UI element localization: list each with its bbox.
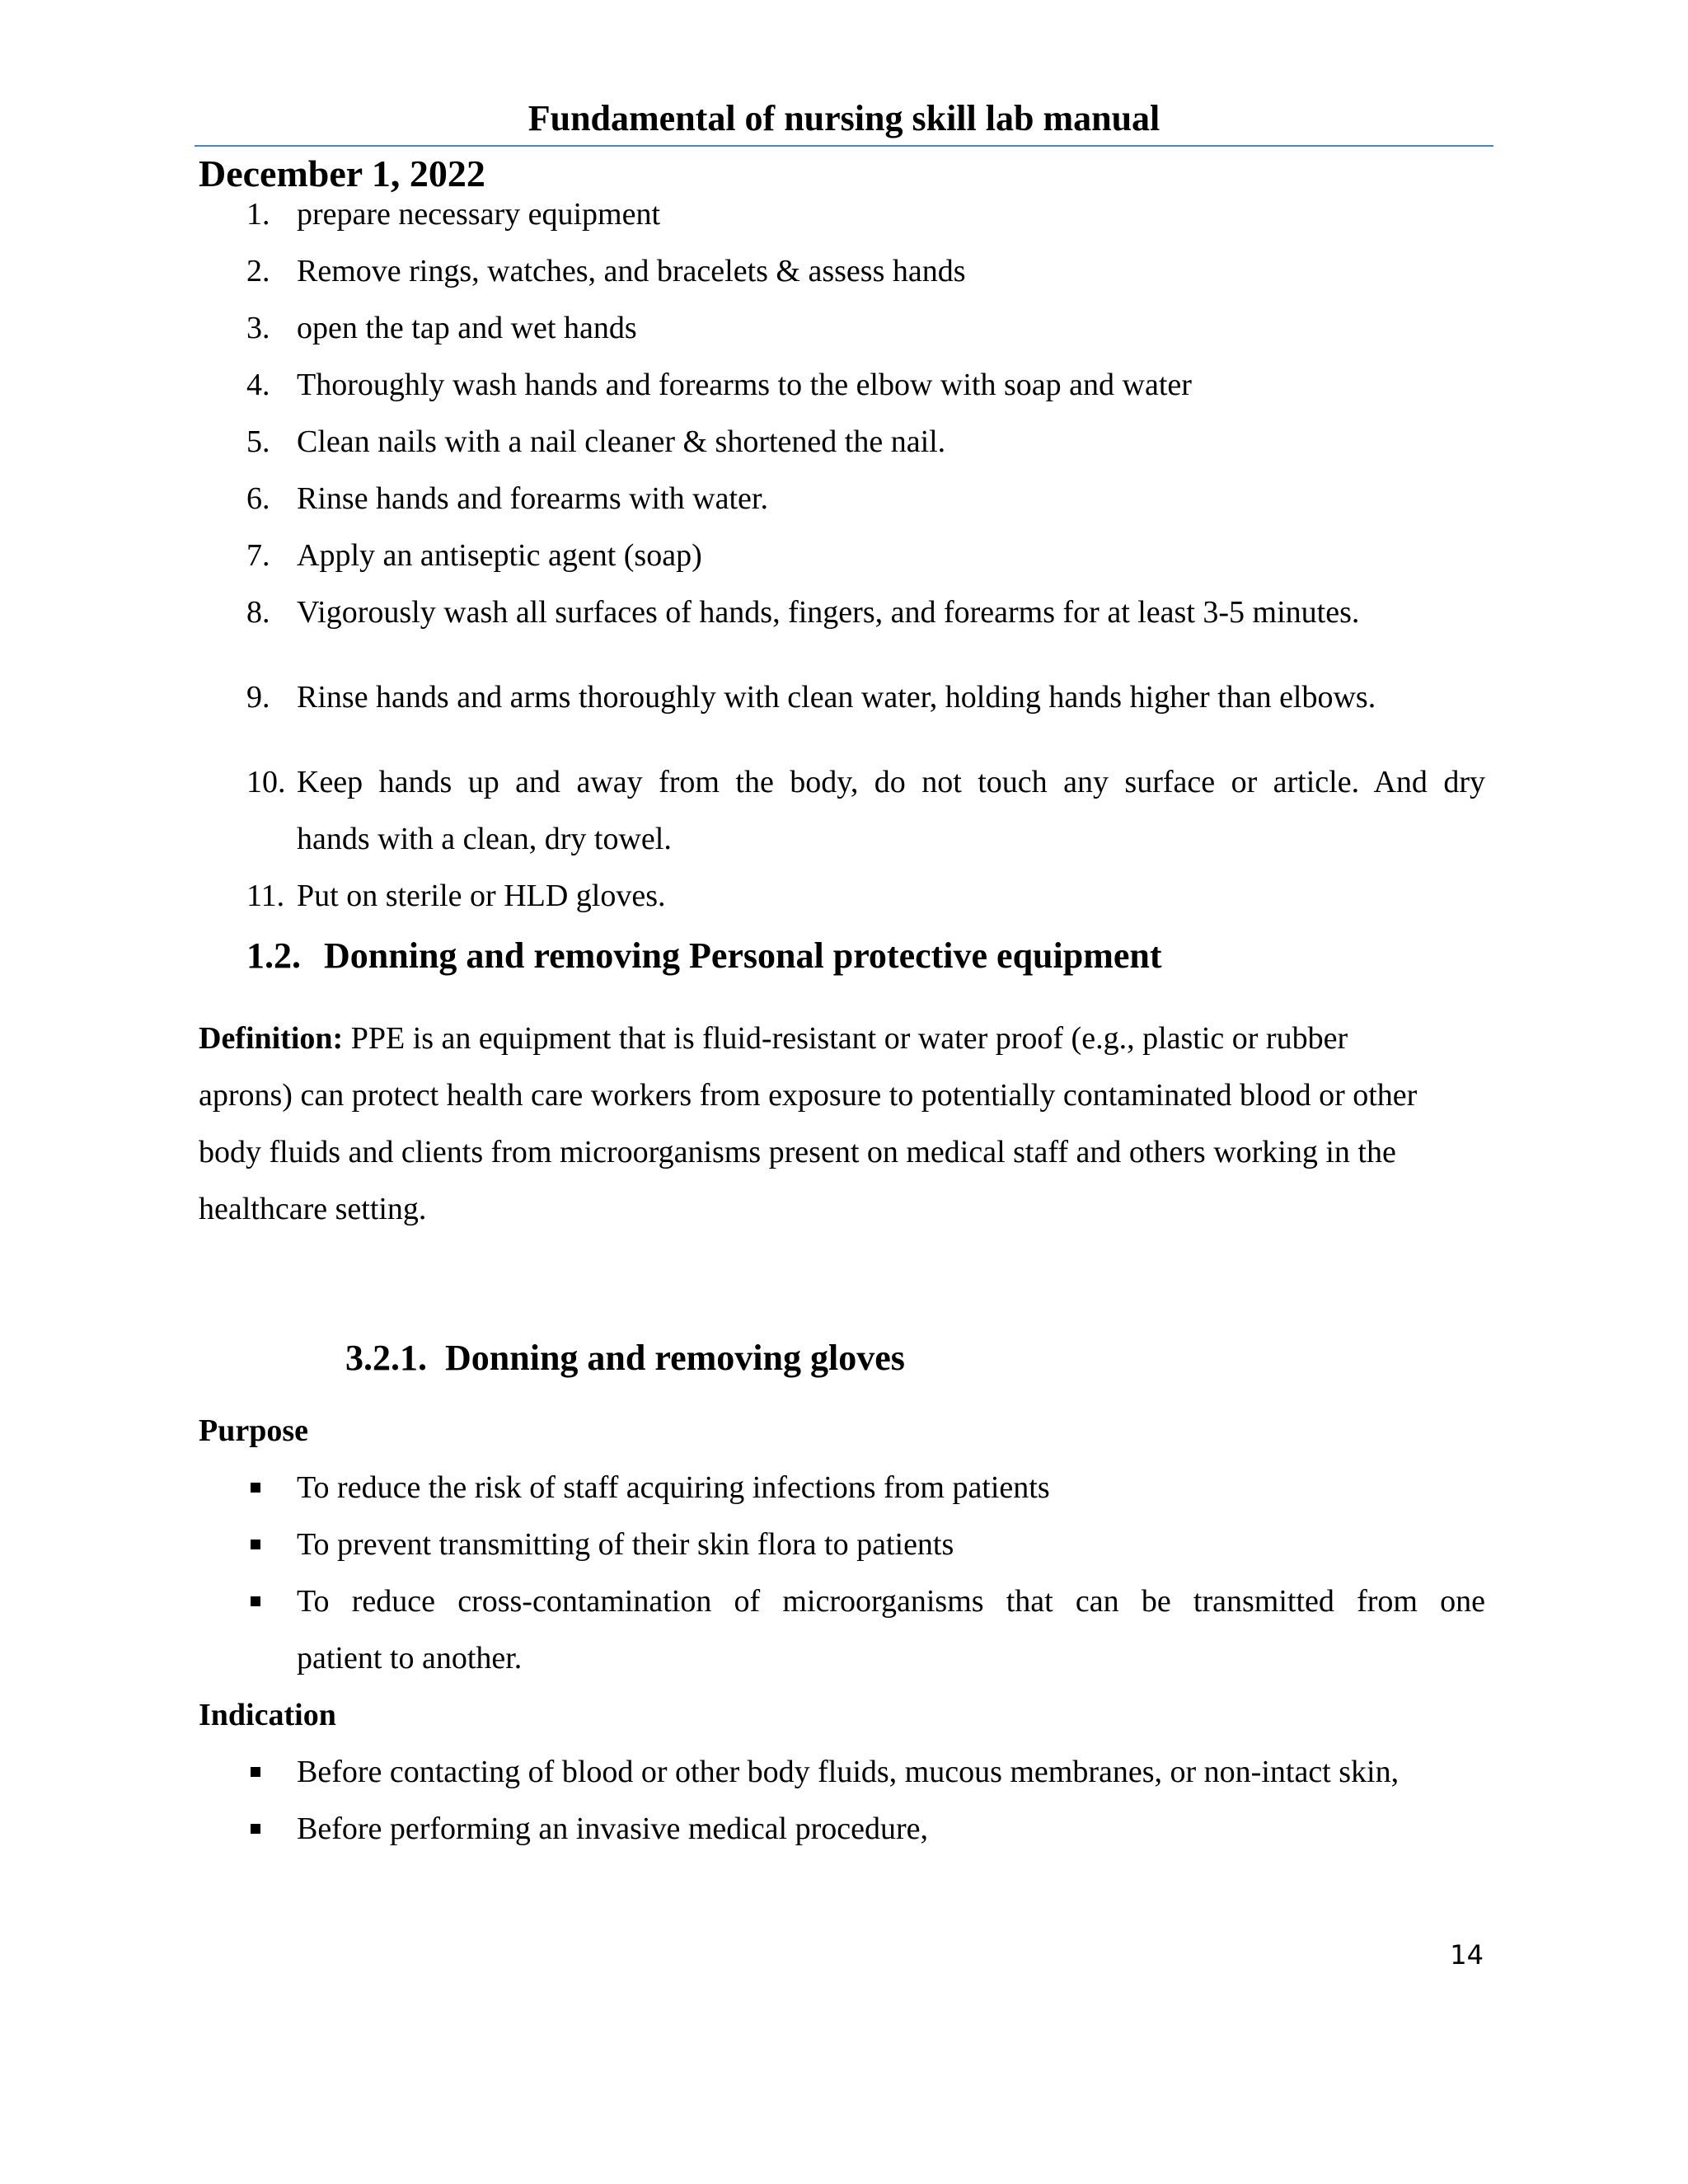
list-item-number: 7. [246,538,270,573]
list-item-number: 10. [246,765,286,799]
list-item-text: Apply an antiseptic agent (soap) [297,538,702,573]
list-item-text: To reduce cross-contamination of microorganisms that can be transmitted from one [297,1584,1485,1619]
list-item-text: Remove rings, watches, and bracelets & assess hands [297,254,966,288]
list-item-text-continued: patient to another. [297,1641,523,1675]
section-title: Donning and removing Personal protective equipment [324,935,1162,976]
purpose-label: Purpose [199,1413,308,1448]
list-item-text: To prevent transmitting of their skin flora to patients [297,1527,954,1562]
list-item-number: 2. [246,254,270,288]
list-item-text-continued: hands with a clean, dry towel. [297,822,672,856]
subsection-title: Donning and removing gloves [445,1338,905,1378]
list-item-number: 3. [246,311,270,345]
square-bullet-icon [251,1767,260,1777]
page-number: 14 [1450,1939,1484,1971]
list-item-number: 9. [246,680,270,715]
list-item-text: Before performing an invasive medical procedure, [297,1811,929,1846]
list-item-number: 8. [246,595,270,630]
section-heading [246,931,1162,981]
square-bullet-icon [251,1596,260,1606]
definition-paragraph-line: body fluids and clients from microorganisms present on medical staff and others working in the [199,1135,1396,1169]
section-number: 1.2. [246,935,301,976]
list-item-text: Keep hands up and away from the body, do not touch any surface or article. And dry [297,765,1485,799]
subsection-number: 3.2.1. [345,1338,427,1378]
list-item-text: open the tap and wet hands [297,311,637,345]
square-bullet-icon [251,1824,260,1834]
subsection-heading [345,1333,905,1383]
definition-paragraph-line: aprons) can protect health care workers from exposure to potentially contaminated blood or other [199,1078,1418,1113]
list-item-text: Before contacting of blood or other body fluids, mucous membranes, or non-intact skin, [297,1755,1400,1789]
list-item-text: prepare necessary equipment [297,197,661,232]
list-item-text: Vigorously wash all surfaces of hands, fingers, and forearms for at least 3-5 minutes. [297,595,1360,630]
list-item-number: 4. [246,368,270,402]
square-bullet-icon [251,1483,260,1493]
list-item-number: 1. [246,197,270,232]
list-item-number: 5. [246,424,270,459]
square-bullet-icon [251,1540,260,1549]
list-item-text: Rinse hands and arms thoroughly with clean water, holding hands higher than elbows. [297,680,1376,715]
list-item-text: Rinse hands and forearms with water. [297,481,768,516]
list-item-number: 11. [246,879,285,913]
date-heading: December 1, 2022 [199,152,485,194]
definition-paragraph-line: healthcare setting. [199,1192,427,1226]
list-item-text: Put on sterile or HLD gloves. [297,879,666,913]
list-item-text: To reduce the risk of staff acquiring infections from patients [297,1470,1050,1505]
definition-label: Definition: [199,1021,344,1056]
running-header-title: Fundamental of nursing skill lab manual [528,98,1160,138]
list-item-text: Thoroughly wash hands and forearms to the elbow with soap and water [297,368,1192,402]
list-item-number: 6. [246,481,270,516]
definition-text-line: PPE is an equipment that is fluid-resistant or water proof (e.g., plastic or rubber [343,1021,1348,1056]
list-item-text: Clean nails with a nail cleaner & shortened the nail. [297,424,946,459]
indication-label: Indication [199,1698,336,1732]
definition-paragraph [199,1010,1486,1067]
header-rule [195,145,1493,147]
